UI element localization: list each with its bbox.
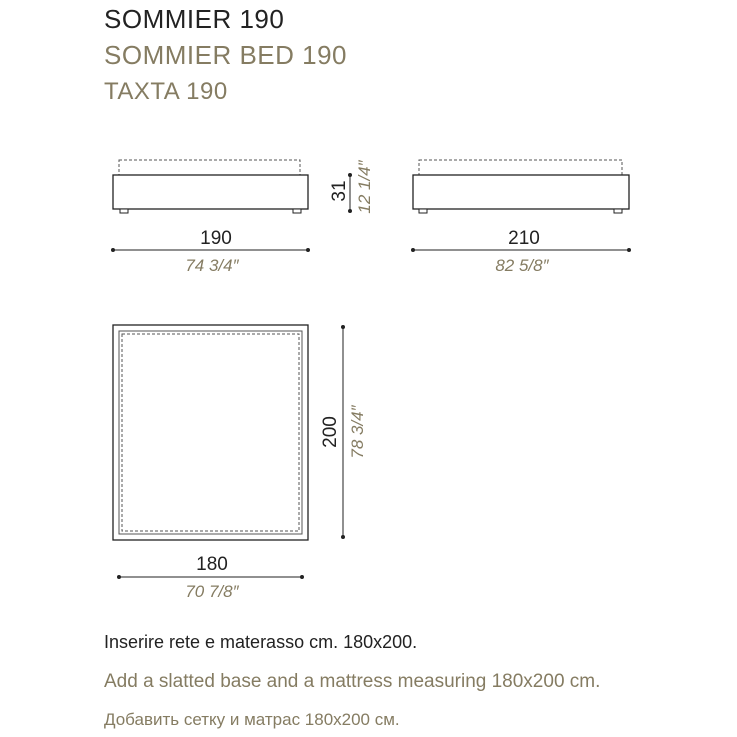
top-depth-cm: 200 <box>320 416 341 448</box>
top-width-endpoint-left <box>117 575 121 579</box>
top-width-cm: 180 <box>196 554 228 575</box>
front-width-in: 74 3/4″ <box>185 256 239 275</box>
top-view-base <box>113 325 308 540</box>
product-subtitle-english: SOMMIER BED 190 <box>104 40 348 70</box>
side-length-in: 82 5/8″ <box>495 256 549 275</box>
side-view-mattress-outline <box>419 160 622 175</box>
side-view <box>413 160 629 213</box>
top-width-dimension <box>117 554 304 601</box>
note-english: Add a slatted base and a mattress measuring 180x200 cm. <box>104 671 601 692</box>
front-view-foot-right <box>293 209 301 213</box>
side-view-base <box>413 175 629 209</box>
product-title: SOMMIER 190 <box>104 4 285 34</box>
height-endpoint-top <box>348 173 352 177</box>
top-width-endpoint-right <box>300 575 304 579</box>
side-length-cm: 210 <box>508 228 540 249</box>
front-width-dimension <box>111 228 310 275</box>
height-endpoint-bottom <box>348 209 352 213</box>
top-depth-in: 78 3/4″ <box>348 405 367 459</box>
front-width-endpoint-right <box>306 248 310 252</box>
side-view-foot-left <box>419 209 427 213</box>
note-russian: Добавить сетку и матрас 180x200 см. <box>104 710 400 729</box>
front-view-base <box>113 175 308 209</box>
side-length-endpoint-left <box>411 248 415 252</box>
top-depth-dimension <box>320 325 367 539</box>
front-view <box>113 160 308 213</box>
top-depth-endpoint-top <box>341 325 345 329</box>
note-italian: Inserire rete e materasso cm. 180x200. <box>104 632 418 652</box>
height-dimension <box>329 159 374 213</box>
product-subtitle-russian: TAXTA 190 <box>104 78 228 105</box>
top-view <box>113 325 308 540</box>
top-width-in: 70 7/8″ <box>185 582 239 601</box>
side-length-dimension <box>411 228 631 275</box>
front-view-mattress-outline <box>119 160 300 175</box>
side-view-foot-right <box>614 209 622 213</box>
front-width-cm: 190 <box>200 228 232 249</box>
height-cm: 31 <box>329 180 350 202</box>
top-depth-endpoint-bottom <box>341 535 345 539</box>
front-width-endpoint-left <box>111 248 115 252</box>
front-view-foot-left <box>120 209 128 213</box>
height-in: 12 1/4″ <box>355 160 374 214</box>
side-length-endpoint-right <box>627 248 631 252</box>
